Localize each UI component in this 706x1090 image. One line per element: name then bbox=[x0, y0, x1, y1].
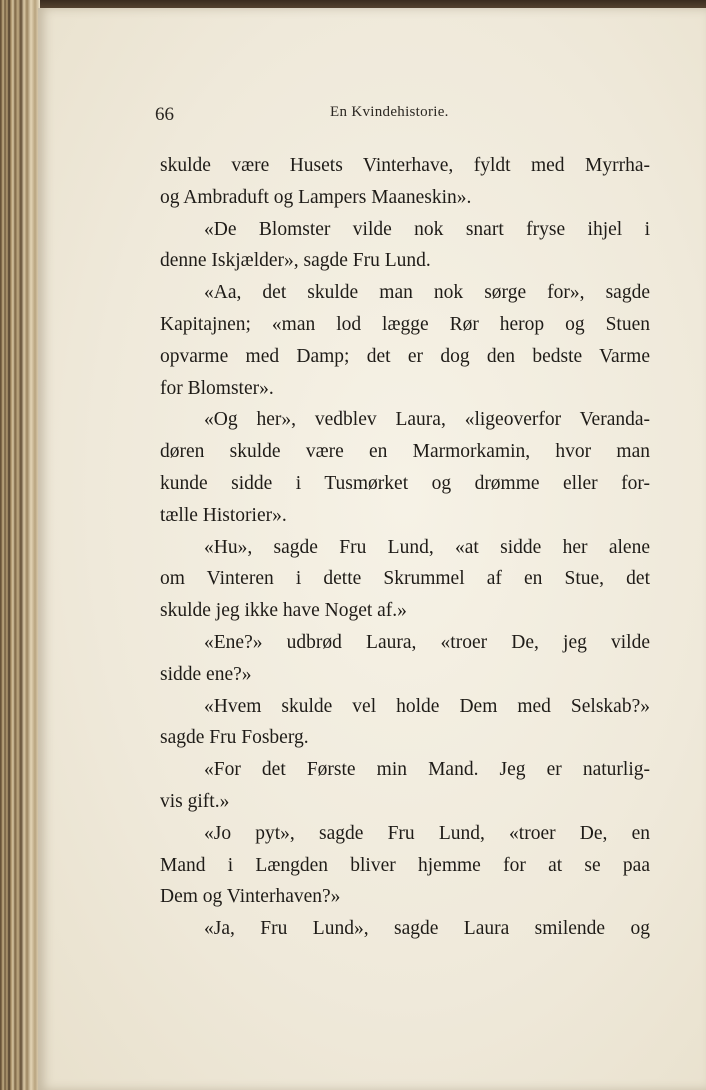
running-head: En Kvindehistorie. bbox=[330, 104, 449, 120]
text-line: «Og her», vedblev Laura, «ligeoverfor Veranda- bbox=[204, 409, 650, 431]
text-line: kunde sidde i Tusmørket og drømme eller for- bbox=[160, 472, 650, 494]
text-line: «Jo pyt», sagde Fru Lund, «troer De, en bbox=[204, 822, 650, 844]
text-line: «Hvem skulde vel holde Dem med Selskab?» bbox=[204, 695, 650, 717]
text-line: tælle Historier». bbox=[160, 504, 287, 526]
text-line: for Blomster». bbox=[160, 377, 274, 399]
text-line: Kapitajnen; «man lod lægge Rør herop og Stuen bbox=[160, 313, 650, 335]
text-line: sagde Fru Fosberg. bbox=[160, 727, 309, 749]
text-line: Dem og Vinterhaven?» bbox=[160, 886, 341, 908]
body-text bbox=[160, 150, 650, 945]
text-line: døren skulde være en Marmorkamin, hvor man bbox=[160, 441, 650, 463]
text-line: Mand i Længden bliver hjemme for at se paa bbox=[160, 854, 650, 876]
text-line: og Ambraduft og Lampers Maaneskin». bbox=[160, 186, 472, 208]
text-line: «Ene?» udbrød Laura, «troer De, jeg vilde bbox=[204, 631, 650, 653]
text-line: om Vinteren i dette Skrummel af en Stue, det bbox=[160, 568, 650, 590]
text-line: skulde jeg ikke have Noget af.» bbox=[160, 600, 407, 622]
text-line: sidde ene?» bbox=[160, 663, 252, 685]
text-line: «Aa, det skulde man nok sørge for», sagde bbox=[204, 282, 650, 304]
book-spine-edge bbox=[0, 0, 40, 1090]
text-line: opvarme med Damp; det er dog den bedste Varme bbox=[160, 345, 650, 367]
text-line: «For det Første min Mand. Jeg er naturlig- bbox=[204, 759, 650, 781]
text-line: skulde være Husets Vinterhave, fyldt med Myrrha- bbox=[160, 155, 650, 176]
text-line: «Ja, Fru Lund», sagde Laura smilende og bbox=[204, 918, 650, 940]
text-line: «De Blomster vilde nok snart fryse ihjel i bbox=[204, 218, 650, 240]
text-line: «Hu», sagde Fru Lund, «at sidde her alene bbox=[204, 536, 650, 558]
text-line: denne Iskjælder», sagde Fru Lund. bbox=[160, 250, 431, 272]
page-header bbox=[0, 100, 706, 130]
text-line: vis gift.» bbox=[160, 790, 230, 812]
page-number: 66 bbox=[155, 104, 174, 125]
